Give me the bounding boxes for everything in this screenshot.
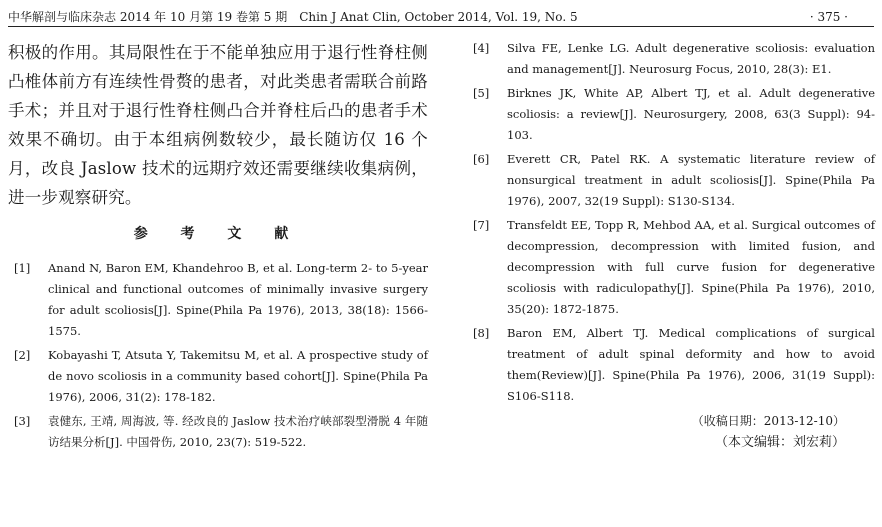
editor-credit: （本文编辑：刘宏莉） [714, 435, 845, 450]
reference-text: Birknes JK, White AP, Albert TJ, et al. Adult degenerative scoliosis: a review[J]. Neurosurgery, 2008, 63(3 Suppl): 94-103. [507, 86, 875, 142]
reference-number: [1] [14, 261, 31, 275]
reference-6 [467, 149, 875, 212]
journal-citation: 中华解剖与临床杂志 2014 年 10 月第 19 卷第 5 期 Chin J Anat Clin, October 2014, Vol. 19, No. 5 [8, 10, 578, 24]
reference-text: Kobayashi T, Atsuta Y, Takemitsu M, et al. A prospective study of de novo scoliosis in a community based cohort[J]. Spine(Phila Pa 1976), 2006, 31(2): 178-182. [48, 348, 428, 404]
reference-1 [8, 258, 428, 342]
reference-text: Transfeldt EE, Topp R, Mehbod AA, et al. Surgical outcomes of decompression, decompression with limited fusion, and decompression with full curve fusion for degenerative scoliosis with radiculopathy[J]. Spine(Phila Pa 1976), 2010, 35(20): 1872-1875. [507, 218, 875, 316]
running-header [8, 8, 874, 27]
reference-number: [2] [14, 348, 31, 362]
reference-number: [5] [473, 86, 490, 100]
body-paragraph: 积极的作用。其局限性在于不能单独应用于退行性脊柱侧凸椎体前方有连续性骨赘的患者，对此类患者需联合前路手术；并且对于退行性脊柱侧凸合并脊柱后凸的患者手术效果不确切。由于本组病例数较少，最长随访仅 16 个月，改良 Jaslow 技术的远期疗效还需要继续收集病例，进一步观察研究。 [8, 43, 428, 207]
reference-text: Silva FE, Lenke LG. Adult degenerative scoliosis: evaluation and management[J]. Neurosurg Focus, 2010, 28(3): E1. [507, 41, 875, 76]
right-column [467, 38, 875, 454]
reference-5 [467, 83, 875, 146]
received-date: （收稿日期：2013-12-10） [691, 414, 845, 428]
left-column [8, 38, 428, 456]
reference-text: 袁健东, 王靖, 周海波, 等. 经改良的 Jaslow 技术治疗峡部裂型滑脱 4 年随访结果分析[J]. 中国骨伤, 2010, 23(7): 519-522. [48, 414, 428, 449]
reference-7 [467, 215, 875, 320]
reference-8 [467, 323, 875, 407]
reference-3 [8, 411, 428, 453]
reference-text: Baron EM, Albert TJ. Medical complications of surgical treatment of adult spinal deformity and how to avoid them(Review)[J]. Spine(Phila Pa 1976), 2006, 31(19 Suppl): S106-S118. [507, 326, 875, 403]
reference-number: [6] [473, 152, 490, 166]
reference-number: [8] [473, 326, 490, 340]
reference-4 [467, 38, 875, 80]
page-number: · 375 · [809, 10, 848, 24]
reference-text: Everett CR, Patel RK. A systematic literature review of nonsurgical treatment in adult scoliosis[J]. Spine(Phila Pa 1976), 2007, 32(19 Suppl): S130-S134. [507, 152, 875, 208]
reference-number: [7] [473, 218, 490, 232]
references-heading: 参 考 文 献 [133, 226, 303, 242]
reference-2 [8, 345, 428, 408]
reference-number: [3] [14, 414, 31, 428]
reference-number: [4] [473, 41, 490, 55]
reference-text: Anand N, Baron EM, Khandehroo B, et al. Long-term 2- to 5-year clinical and functional outcomes of minimally invasive surgery for adult scoliosis[J]. Spine(Phila Pa 1976), 2013, 38(18): 1566-1575. [48, 261, 428, 338]
